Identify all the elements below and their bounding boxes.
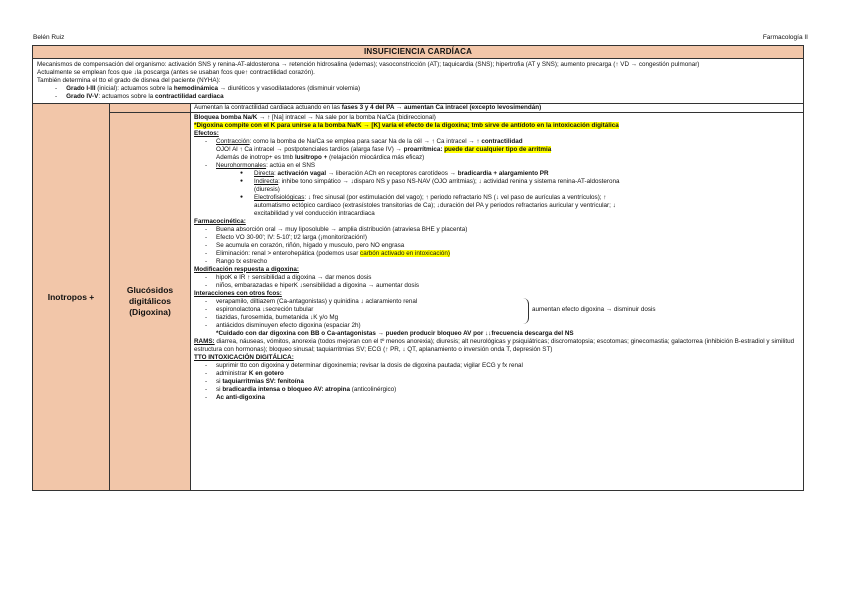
inotropos-summary: Aumentan la contractilidad cardiaca actuando en las fases 3 y 4 del PA → aumentan Ca intracel (excepto levosimendán)	[194, 104, 542, 112]
fk-item-3: - Se acumula en corazón, riñón, hígado y musculo, pero NO engrasa	[205, 241, 405, 249]
tto-item-5: - Ac anti-digoxina	[205, 393, 265, 401]
tto-item-1: - suprimir tto con digoxina y determinar digoxinemia; revisar la dosis de digoxina pautada; vigilar ECG y fx renal	[205, 361, 523, 369]
subject-name: Farmacología II	[762, 34, 808, 41]
int-item-1: - verapamilo, diltiazem (Ca-antagonistas) y quinidina ↓ aclaramiento renal	[205, 297, 418, 305]
ojo-line: OJO! Al ↑ Ca intracel → postpotenciales tardíos (alarga fase IV) → proarrítmica: puede dar cualquier tipo de arritmia	[216, 146, 552, 153]
indirecta-item: ● Indirecta: inhibe tono simpático → ↓disparo NS y paso NS-NAV (OJO arritmias); ↓ actividad renina y sistema renina-AT-aldosterona	[240, 177, 620, 185]
fk-item-1: - Buena absorción oral → muy liposoluble → amplia distribución (atraviesa BHE y placenta)	[205, 225, 468, 233]
inotropos-section	[33, 103, 803, 490]
curly-brace	[522, 298, 529, 324]
potassium-note: *Digoxina compite con el K para unirse a la bomba Na/K → [K] varía el efecto de la digoxina; tmb sirve de antídoto en la intoxicación digitálica	[194, 122, 619, 130]
indirecta-cont: (diuresis)	[254, 185, 280, 193]
drug-label: Glucósidos digitálicos (Digoxina)	[110, 113, 191, 490]
interacciones-group	[194, 298, 800, 322]
int-item-3: - tiazidas, furosemida, bumetanida ↓K y/o Mg	[205, 313, 339, 321]
page-title: INSUFICIENCIA CARDÍACA	[33, 46, 803, 59]
inotropos-label: Inotropos +	[33, 104, 110, 490]
electro-item: ● Electrofisiológicas: ↓ frec sinusal (por estimulación del vago); ↑ periodo refractario NS (↓ vel paso de aurículas a ventrículos); ↑	[240, 193, 607, 201]
neurohormonales-item: - Neurohormonales: actúa en el SNS	[205, 161, 316, 169]
grade-i-iii: - Grado I-III (inicial): actuamos sobre la hemodinámica → diuréticos y vasodilatadores (disminuir volemia)	[67, 85, 799, 93]
electro-cont-1: automatismo ectópico cardiaco (extrasístoles transitorias de Ca); ↓duración del PA y periodos refractarios auricular y ventricular; ↓	[254, 201, 616, 209]
tto-heading: TTO INTOXICACIÓN DIGITÁLICA:	[194, 353, 294, 361]
modificacion-heading: Modificación respuesta a digoxina:	[194, 265, 299, 273]
mod-item-1: - hipoK e IR ↑ sensibilidad a digoxina → dar menos dosis	[205, 273, 372, 281]
grade-iv-v: - Grado IV-V: actuamos sobre la contractilidad cardiaca	[67, 93, 799, 101]
contraccion-item: - Contracción: como la bomba de Na/Ca se emplea para sacar Na de la cél → ↑ Ca intracel → ↑ contractilidad	[205, 138, 523, 146]
cuidado-note: *Cuidado con dar digoxina con BB o Ca-antagonistas → pueden producir bloqueo AV por ↓↓frecuencia descarga del NS	[216, 329, 574, 337]
tto-item-3: - si taquiarritmias SV: fenitoína	[205, 377, 304, 385]
inotropos-summary-row	[110, 104, 803, 113]
intro-nyha: También determina el tto el grado de disnea del paciente (NYHA):	[37, 77, 221, 85]
pump-line: Bloquea bomba Na/K → ↑ [Na] intracel → Na sale por la bomba Na/Ca (bidireccional)	[194, 114, 436, 122]
fk-item-2: - Efecto VO 30-90'; IV: 5-10'; t/2 larga (¡monitorización!)	[205, 233, 367, 241]
digoxina-content	[191, 113, 803, 490]
tto-item-2: - administrar K en gotero	[205, 369, 284, 377]
int-item-4: - antiácidos disminuyen efecto digoxina (espaciar 2h)	[205, 321, 361, 329]
lusitropo-line: Además de inotrop+ es tmb lusitropo + (relajación miocárdica más eficaz)	[216, 153, 425, 161]
intro-poscarga: Actualmente se emplean fcos que ↓la poscarga (antes se usaban fcos que↑ contractilidad corazón).	[37, 69, 315, 77]
tto-item-4: - si bradicardia intensa o bloqueo AV: atropina (anticolinérgico)	[205, 385, 397, 393]
farmacocinetica-heading: Farmacocinética:	[194, 217, 246, 225]
rams-paragraph: RAMS: diarrea, náuseas, vómitos, anorexia (todos mejoran con el tº menos anorexia); diuresis; alt neurológicas y psiquiátricas; discromatopsia; escotomas; ginecomastia; galactorrea (inhibición B-estradiol y similitud estructura con hormonas); bloqueo sinusal; taquiarritmias SV; ECG (↑ PR, ↓ QT, aplanamiento o inversión onda T, depresión ST)	[194, 337, 795, 353]
nyha-grades	[37, 85, 799, 101]
efectos-heading: Efectos:	[194, 130, 219, 138]
author-name: Belén Ruiz	[33, 34, 65, 41]
brace-annotation: aumentan efecto digoxina → disminuir dosis	[532, 305, 656, 313]
directa-item: ● Directa: activación vagal → liberación ACh en receptores carotídeos → bradicardia + alargamiento PR	[240, 169, 549, 177]
intro-section	[33, 59, 803, 103]
electro-cont-2: excitabilidad y vel conducción intracardiaca	[254, 209, 375, 217]
mod-item-2: - niños, embarazadas e hiperK ↓sensibilidad a digoxina → aumentar dosis	[205, 281, 420, 289]
intro-compensation: Mecanismos de compensación del organismo: activación SNS y renina-AT-aldosterona → retención hidrosalina (edemas); vasoconstricción (AT); taquicardia (SNS); hipertrofia (AT y SNS); aumento precarga (↑ VD → congestión pulmonar)	[37, 61, 700, 69]
fk-item-4: - Eliminación: renal > enterohepática (podemos usar carbón activado en intoxicación)	[205, 249, 451, 257]
int-item-2: - espironolactona ↓secreción tubular	[205, 305, 314, 313]
document-table	[32, 45, 804, 491]
fk-item-5: - Rango tx estrecho	[205, 257, 268, 265]
interacciones-heading: Interacciones con otros fcos:	[194, 289, 282, 297]
